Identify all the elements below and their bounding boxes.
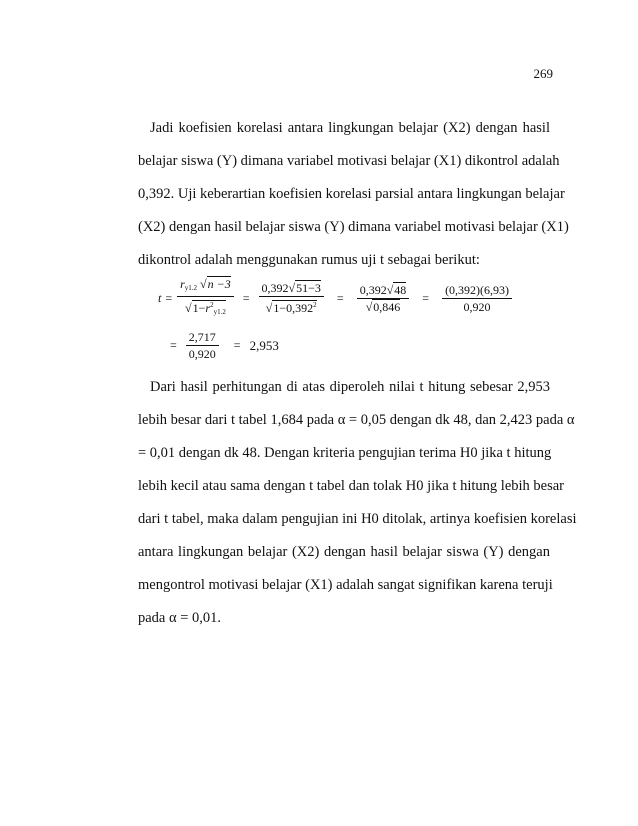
- t-test-formula-line-1: [158, 276, 512, 320]
- n-minus-3: n −3: [207, 277, 231, 291]
- formula-general-fraction: $\frac{r_{y1.2} √n -3}{√1-r^2_{y1.2}}$: [177, 276, 234, 320]
- r-symbol: r: [205, 301, 211, 315]
- r-subscript: y1.2: [184, 284, 198, 292]
- text-line: dari t tabel, maka dalam pengujian ini H0 ditolak, artinya koefisien korelasi: [138, 511, 577, 527]
- text-line: = 0,01 dengan dk 48. Dengan kriteria pengujian terima H0 jika t hitung: [138, 445, 552, 461]
- equals-sign: =: [170, 338, 177, 352]
- square-exponent: 2: [313, 301, 317, 309]
- t-result-value: 2,953: [249, 337, 279, 353]
- formula-step1-fraction: $\frac{0,392√51-3}{√1-0,392^2}$: [259, 280, 324, 316]
- step3-denominator: 0,920: [463, 299, 491, 314]
- text-line: 0,392. Uji keberartian koefisien korelasi parsial antara lingkungan belajar: [138, 186, 565, 202]
- step2-denominator: 0,846: [373, 299, 401, 314]
- step2-coefficient: 0,392: [359, 282, 387, 297]
- equals-sign: =: [242, 290, 250, 305]
- formula-step2-fraction: $\frac{0,392√48}{√0,846}$: [357, 282, 410, 315]
- text-line: lebih kecil atau sama dengan t tabel dan tolak H0 jika t hitung lebih besar: [138, 478, 565, 494]
- step1-coefficient: 0,392: [261, 281, 289, 295]
- text-line: dikontrol adalah menggunakan rumus uji t sebagai berikut:: [138, 252, 480, 268]
- text-line: belajar siswa (Y) dimana variabel motivasi belajar (X1) dikontrol adalah: [138, 153, 560, 169]
- text-line: lebih besar dari t tabel 1,684 pada α = 0,05 dengan dk 48, dan 2,423 pada α: [138, 412, 575, 428]
- r-symbol: r: [180, 277, 185, 291]
- text-line: pada α = 0,01.: [138, 610, 222, 626]
- text-line: antara lingkungan belajar (X2) dengan hasil belajar siswa (Y) dengan: [138, 544, 550, 560]
- formula-step4-fraction: [186, 329, 219, 362]
- equals-sign: =: [422, 290, 430, 305]
- step4-denominator: 0,920: [188, 347, 216, 361]
- text-line: Dari hasil perhitungan di atas diperoleh nilai t hitung sebesar 2,953: [150, 379, 550, 395]
- text-line: Jadi koefisien korelasi antara lingkungan belajar (X2) dengan hasil: [150, 120, 550, 136]
- step4-numerator: 2,717: [186, 329, 219, 346]
- r-subscript: y1.2: [213, 308, 226, 316]
- text-line: (X2) dengan hasil belajar siswa (Y) dimana variabel motivasi belajar (X1): [138, 219, 569, 235]
- step2-root: 48: [394, 282, 407, 297]
- text-line: mengontrol motivasi belajar (X1) adalah sangat signifikan karena teruji: [138, 577, 553, 593]
- equals-sign: =: [336, 290, 344, 305]
- t-symbol: t: [158, 290, 162, 305]
- formula-step3-fraction: [442, 282, 512, 315]
- paragraph-conclusion: [138, 371, 577, 635]
- step1-root: 51−3: [296, 281, 321, 295]
- step3-numerator: (0,392)(6,93): [442, 282, 512, 299]
- t-test-formula-line-2: [170, 329, 279, 362]
- equals-sign: =: [233, 338, 241, 352]
- step1-denominator: 1−0,392: [273, 301, 314, 315]
- one-minus: 1−: [192, 301, 206, 315]
- square-exponent: 2: [210, 301, 214, 309]
- paragraph-correlation-result: [138, 112, 569, 277]
- equals-sign: =: [165, 290, 173, 305]
- page-number: 269: [533, 66, 553, 81]
